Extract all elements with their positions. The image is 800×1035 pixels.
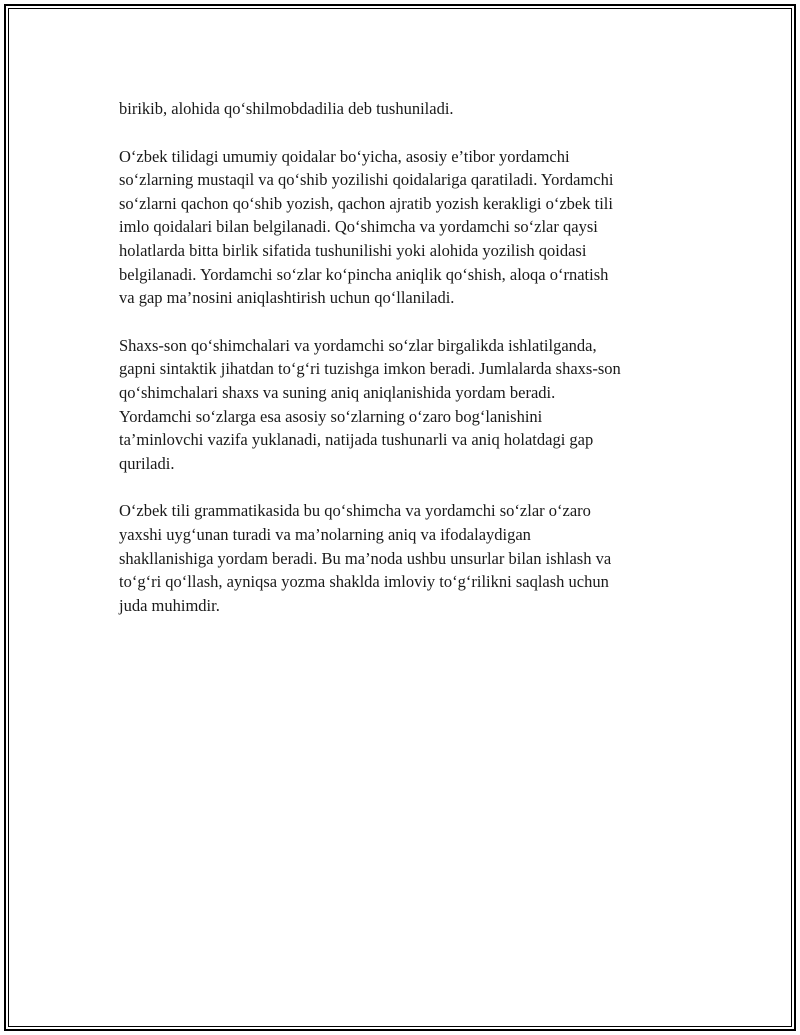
paragraph-2: O‘zbek tilidagi umumiy qoidalar bo‘yicha, asosiy e’tibor yordamchi so‘zlarning mustaqil va qo‘shib yozilishi qoidalariga qaratiladi. Yordamchi so‘zlarni qachon qo‘shib yozish, qachon ajratib yozish kerakligi o‘zbek tili imlo qoidalari bilan belgilanadi. Qo‘shimcha va yordamchi so‘zlar qaysi holatlarda bitta birlik sifatida tushunilishi yoki alohida yozilish qoidasi belgilanadi. Yordamchi so‘zlar ko‘pincha aniqlik qo‘shish, aloqa o‘rnatish va gap ma’nosini aniqlashtirish uchun qo‘llaniladi. — [119, 146, 614, 308]
paragraph-1: birikib, alohida qo‘shilmobdadilia deb tushuniladi. — [119, 99, 454, 118]
paragraph-3: Shaxs-son qo‘shimchalari va yordamchi so‘zlar birgalikda ishlatilganda, gapni sintaktik jihatdan to‘g‘ri tuzishga imkon beradi. Jumlalarda shaxs-son qo‘shimchalari shaxs va suning aniq aniqlanishida yordam beradi. Yordamchi so‘zlarga esa asosiy so‘zlarning o‘zaro bog‘lanishini ta’minlovchi vazifa yuklanadi, natijada tushunarli va aniq holatdagi gap quriladi. — [119, 335, 621, 473]
paragraph-4: O‘zbek tili grammatikasida bu qo‘shimcha va yordamchi so‘zlar o‘zaro yaxshi uyg‘unan turadi va ma’nolarning aniq va ifodalaydigan shakllanishiga yordam beradi. Bu ma’noda ushbu unsurlar bilan ishlash va to‘g‘ri qo‘llash, ayniqsa yozma shaklda imloviy to‘g‘rilikni saqlash uchun juda muhimdir. — [119, 501, 612, 615]
document-body — [119, 97, 689, 641]
document-page — [4, 4, 796, 1031]
